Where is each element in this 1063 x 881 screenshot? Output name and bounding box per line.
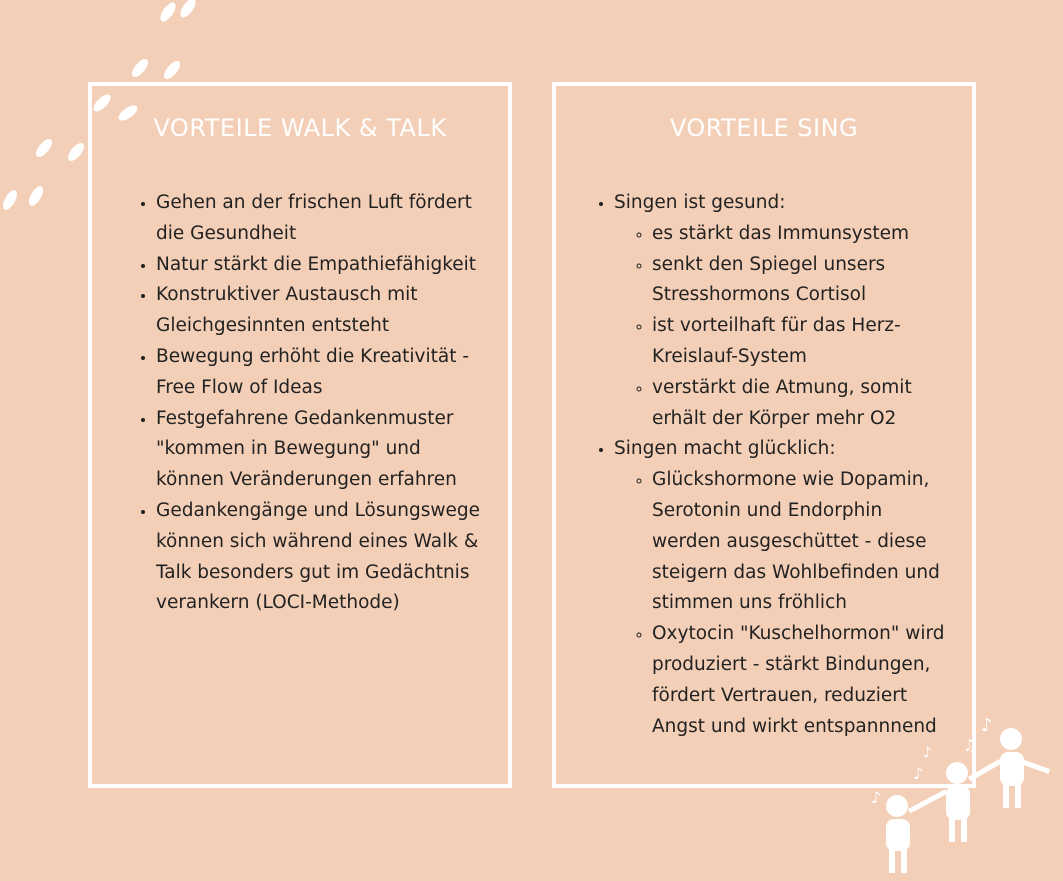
svg-text:♪: ♪ — [981, 715, 993, 736]
sing-panel — [552, 82, 976, 788]
list-item: • Bewegung erhöht die Kreativität - Free Flow of Ideas — [156, 342, 492, 404]
sub-list-item: ◦ Oxytocin "Kuschelhormon" wird produziert - stärkt Bindungen, fördert Vertrauen, reduziert Angst und wirkt entspannnend — [652, 619, 956, 742]
svg-text:♪: ♪ — [923, 745, 932, 761]
walk-talk-title: VORTEILE WALK & TALK — [153, 114, 447, 142]
sub-list-item: ◦ Glückshormone wie Dopamin, Serotonin und Endorphin werden ausgeschüttet - diese steigern das Wohlbefinden und stimmen uns fröhlich — [652, 465, 956, 619]
list-item: • Gehen an der frischen Luft fördert die Gesundheit — [156, 188, 492, 250]
list-item: • Natur stärkt die Empathiefähigkeit — [156, 250, 492, 281]
group-label: Singen ist gesund: — [614, 192, 786, 213]
sub-list — [614, 219, 956, 435]
sub-list-item: ◦ es stärkt das Immunsystem — [652, 219, 956, 250]
svg-text:♪: ♪ — [871, 788, 882, 807]
svg-text:♫: ♫ — [963, 736, 978, 755]
walk-talk-list — [132, 188, 492, 619]
singing-people-icon — [853, 691, 1063, 881]
list-item — [614, 188, 956, 434]
sub-list-item: ◦ verstärkt die Atmung, somit erhält der Körper mehr O2 — [652, 373, 956, 435]
list-item: • Konstruktiver Austausch mit Gleichgesinnten entsteht — [156, 280, 492, 342]
group-label: Singen macht glücklich: — [614, 438, 836, 460]
walk-talk-panel — [88, 82, 512, 788]
list-item: • Gedankengänge und Lösungswege können sich während eines Walk & Talk besonders gut im Gedächtnis verankern (LOCI-Methode) — [156, 496, 492, 619]
sub-list-item: ◦ senkt den Spiegel unsers Stresshormons Cortisol — [652, 250, 956, 312]
sub-list-item: ◦ ist vorteilhaft für das Herz-Kreislauf-System — [652, 311, 956, 373]
sing-title: VORTEILE SING — [669, 114, 859, 142]
svg-text:♪: ♪ — [913, 764, 924, 783]
list-item: • Festgefahrene Gedankenmuster "kommen in Bewegung" und können Veränderungen erfahren — [156, 404, 492, 496]
sing-list — [590, 188, 956, 742]
